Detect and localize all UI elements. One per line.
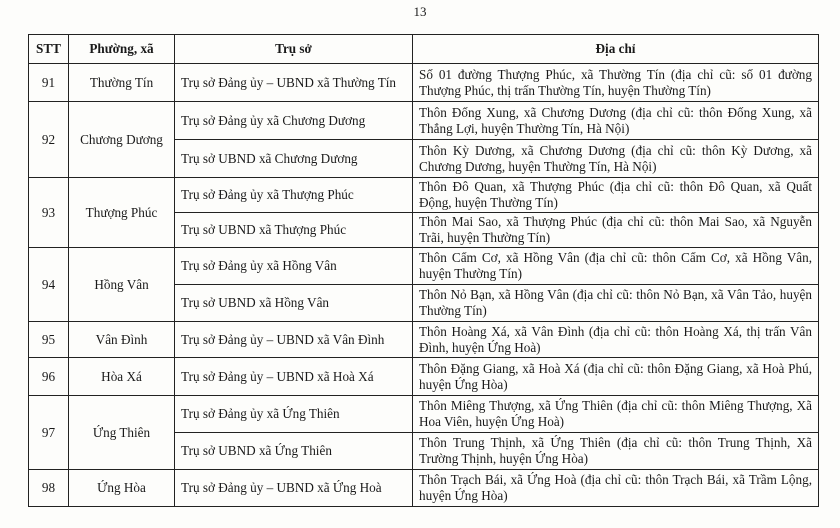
headquarters-cell: Trụ sở Đảng ủy xã Hồng Vân xyxy=(175,248,413,285)
address-cell: Thôn Đống Xung, xã Chương Dương (địa chỉ cũ: thôn Đống Xung, xã Thắng Lợi, huyện Thường Tín, Hà Nội) xyxy=(413,102,819,140)
table-row xyxy=(29,322,819,358)
headquarters-cell: Trụ sở UBND xã Chương Dương xyxy=(175,140,413,178)
table-row xyxy=(29,102,819,140)
headquarters-cell: Trụ sở Đảng ủy – UBND xã Vân Đình xyxy=(175,322,413,358)
table-row xyxy=(29,396,819,433)
stt-cell: 91 xyxy=(29,64,69,102)
ward-cell: Hồng Vân xyxy=(69,248,175,322)
ward-cell: Ứng Thiên xyxy=(69,396,175,470)
header-address: Địa chỉ xyxy=(413,35,819,64)
address-cell: Thôn Trung Thịnh, xã Ứng Thiên (địa chỉ cũ: thôn Trung Thịnh, Xã Trường Thịnh, huyện Ứng Hòa) xyxy=(413,433,819,470)
headquarters-cell: Trụ sở UBND xã Ứng Thiên xyxy=(175,433,413,470)
headquarters-cell: Trụ sở Đảng ủy – UBND xã Thường Tín xyxy=(175,64,413,102)
address-cell: Thôn Cẩm Cơ, xã Hồng Vân (địa chỉ cũ: thôn Cẩm Cơ, xã Hồng Vân, huyện Thường Tín) xyxy=(413,248,819,285)
stt-cell: 95 xyxy=(29,322,69,358)
header-stt: STT xyxy=(29,35,69,64)
address-cell: Thôn Kỳ Dương, xã Chương Dương (địa chỉ cũ: thôn Kỳ Dương, xã Chương Dương, huyện Thường Tín, Hà Nội) xyxy=(413,140,819,178)
ward-cell: Chương Dương xyxy=(69,102,175,178)
ward-cell: Ứng Hòa xyxy=(69,470,175,507)
ward-cell: Thượng Phúc xyxy=(69,178,175,248)
stt-cell: 94 xyxy=(29,248,69,322)
headquarters-cell: Trụ sở Đảng ủy xã Ứng Thiên xyxy=(175,396,413,433)
headquarters-cell: Trụ sở Đảng ủy – UBND xã Hoà Xá xyxy=(175,358,413,396)
ward-cell: Hòa Xá xyxy=(69,358,175,396)
address-cell: Số 01 đường Thượng Phúc, xã Thường Tín (địa chỉ cũ: số 01 đường Thượng Phúc, thị trấn Thường Tín, huyện Thường Tín) xyxy=(413,64,819,102)
headquarters-cell: Trụ sở UBND xã Hồng Vân xyxy=(175,285,413,322)
ward-cell: Thường Tín xyxy=(69,64,175,102)
table-row xyxy=(29,178,819,213)
header-ward: Phường, xã xyxy=(69,35,175,64)
address-cell: Thôn Nỏ Bạn, xã Hồng Vân (địa chỉ cũ: thôn Nỏ Bạn, xã Vân Tảo, huyện Thường Tín) xyxy=(413,285,819,322)
headquarters-table xyxy=(28,34,819,507)
headquarters-cell: Trụ sở UBND xã Thượng Phúc xyxy=(175,213,413,248)
stt-cell: 98 xyxy=(29,470,69,507)
stt-cell: 97 xyxy=(29,396,69,470)
table-row xyxy=(29,358,819,396)
address-cell: Thôn Miêng Thượng, xã Ứng Thiên (địa chỉ cũ: thôn Miêng Thượng, Xã Hoa Viên, huyện Ứng Hoà) xyxy=(413,396,819,433)
stt-cell: 92 xyxy=(29,102,69,178)
headquarters-cell: Trụ sở Đảng ủy xã Thượng Phúc xyxy=(175,178,413,213)
headquarters-cell: Trụ sở Đảng ủy – UBND xã Ứng Hoà xyxy=(175,470,413,507)
stt-cell: 96 xyxy=(29,358,69,396)
stt-cell: 93 xyxy=(29,178,69,248)
table-row xyxy=(29,470,819,507)
address-cell: Thôn Mai Sao, xã Thượng Phúc (địa chỉ cũ: thôn Mai Sao, xã Nguyễn Trãi, huyện Thường Tín) xyxy=(413,213,819,248)
address-cell: Thôn Đặng Giang, xã Hoà Xá (địa chỉ cũ: thôn Đặng Giang, xã Hoà Phú, huyện Ứng Hòa) xyxy=(413,358,819,396)
table-row xyxy=(29,248,819,285)
header-headquarters: Trụ sở xyxy=(175,35,413,64)
address-cell: Thôn Trạch Bái, xã Ứng Hoà (địa chỉ cũ: thôn Trạch Bái, xã Trầm Lộng, huyện Ứng Hòa) xyxy=(413,470,819,507)
ward-cell: Vân Đình xyxy=(69,322,175,358)
address-cell: Thôn Đô Quan, xã Thượng Phúc (địa chỉ cũ: thôn Đô Quan, xã Quất Động, huyện Thường Tín) xyxy=(413,178,819,213)
table-row xyxy=(29,64,819,102)
page-number: 13 xyxy=(413,4,427,19)
table-header-row xyxy=(29,35,819,64)
address-cell: Thôn Hoàng Xá, xã Vân Đình (địa chỉ cũ: thôn Hoàng Xá, thị trấn Vân Đình, huyện Ứng Hoà) xyxy=(413,322,819,358)
headquarters-cell: Trụ sở Đảng ủy xã Chương Dương xyxy=(175,102,413,140)
